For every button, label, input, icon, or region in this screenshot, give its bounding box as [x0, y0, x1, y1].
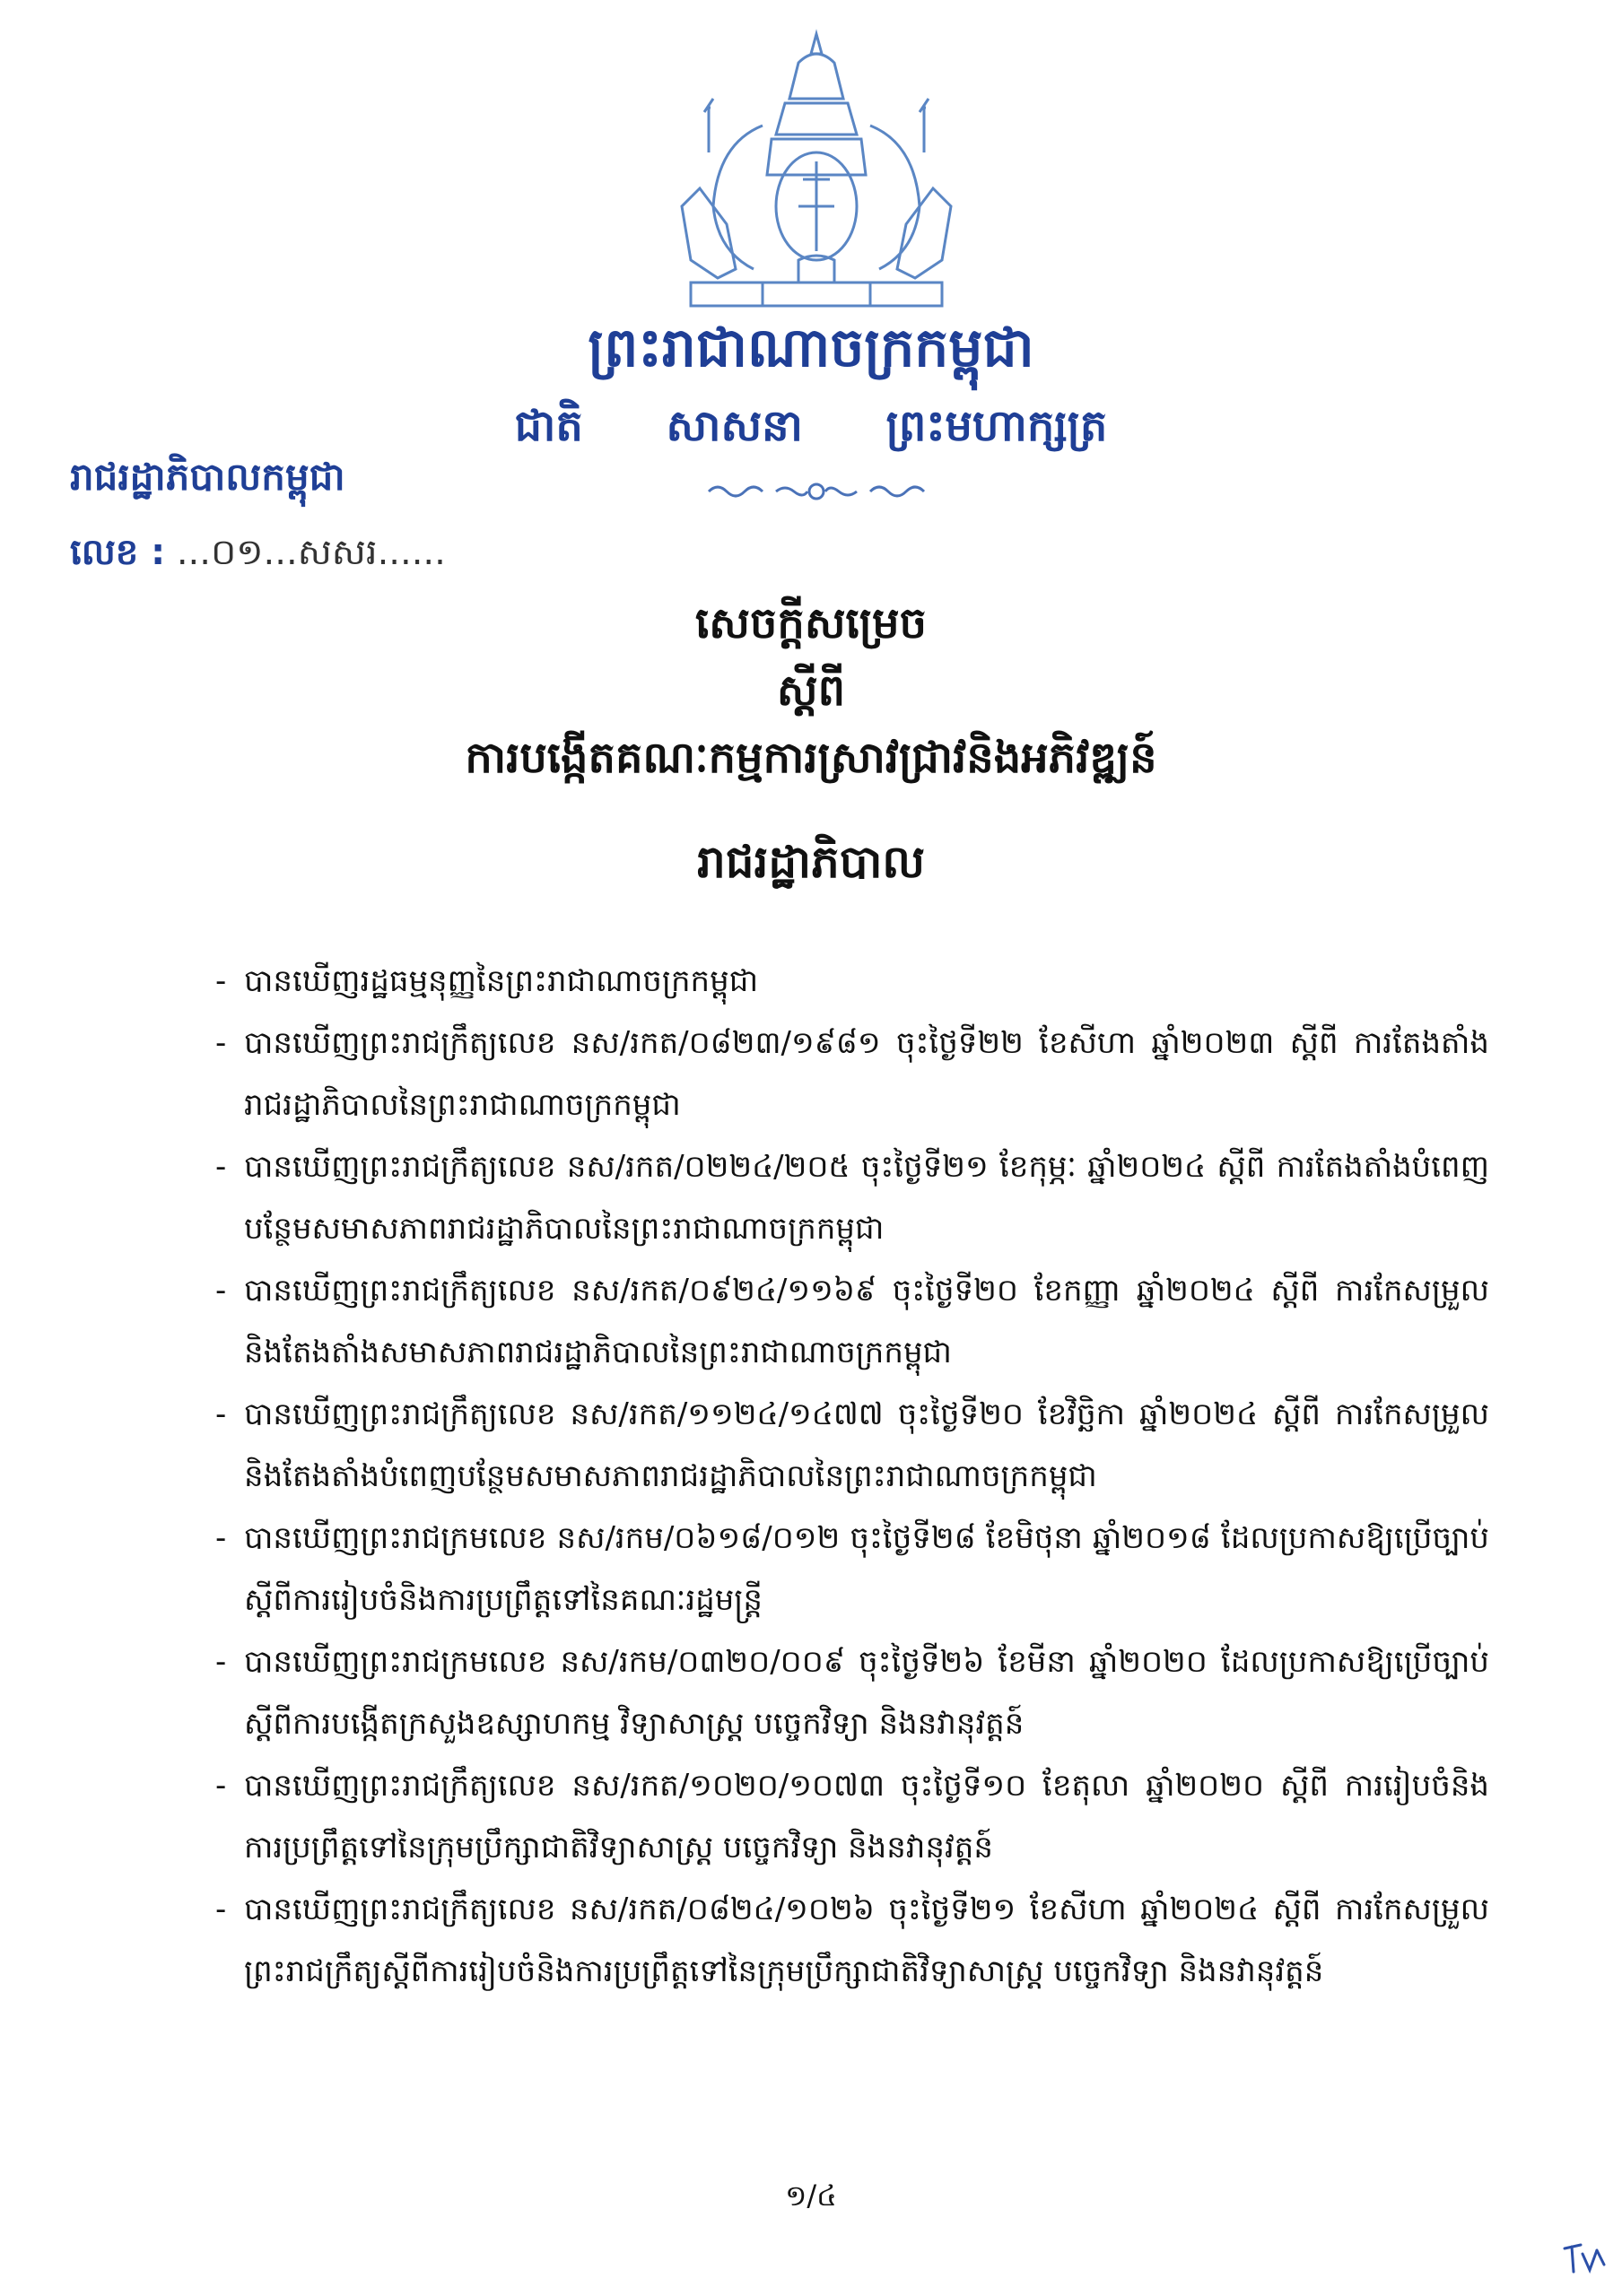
motto-religion: សាសនា	[666, 401, 803, 451]
preamble-item: - បានឃើញព្រះរាជក្រឹត្យលេខ នស/រកត/០៩២៤/១១៦៩ ចុះថ្ងៃទី២០ ខែកញ្ញា ឆ្នាំ២០២៤ ស្តីពី ការកែសម្រួលនិងតែងតាំងសមាសភាពរាជរដ្ឋាភិបាលនៃព្រះរាជាណាចក្រកម្ពុជា	[215, 1260, 1489, 1384]
motto-king: ព្រះមហាក្សត្រ	[885, 401, 1108, 451]
preamble-item: - បានឃើញព្រះរាជក្រឹត្យលេខ នស/រកត/០៨២៣/១៩៨១ ចុះថ្ងៃទី២២ ខែសីហា ឆ្នាំ២០២៣ ស្តីពី ការតែងតាំងរាជរដ្ឋាភិបាលនៃព្រះរាជាណាចក្រកម្ពុជា	[215, 1013, 1489, 1136]
document-number-value: ...០១...សសរ......	[176, 532, 446, 573]
royal-emblem-icon	[664, 27, 969, 314]
title-subject: ការបង្កើតគណៈកម្មការស្រាវជ្រាវនិងអភិវឌ្ឍន៍	[465, 733, 1157, 783]
issuing-government: រាជរដ្ឋាភិបាលកម្ពុជា	[70, 455, 345, 499]
preamble-item: - បានឃើញព្រះរាជក្រឹត្យលេខ នស/រកត/១០២០/១០៧៣ ចុះថ្ងៃទី១០ ខែតុលា ឆ្នាំ២០២០ ស្តីពី ការរៀបចំនិងការប្រព្រឹត្តទៅនៃក្រុមប្រឹក្សាជាតិវិទ្យាសាស្ត្រ បច្ចេកវិទ្យា និងនវានុវត្តន៍	[215, 1755, 1489, 1879]
preamble-item: - បានឃើញព្រះរាជក្រឹត្យលេខ នស/រកត/០៨២៤/១០២៦ ចុះថ្ងៃទី២១ ខែសីហា ឆ្នាំ២០២៤ ស្តីពី ការកែសម្រួលព្រះរាជក្រឹត្យស្តីពីការរៀបចំនិងការប្រព្រឹត្តទៅនៃក្រុមប្រឹក្សាជាតិវិទ្យាសាស្ត្រ បច្ចេកវិទ្យា និងនវានុវត្តន៍	[215, 1879, 1489, 2003]
document-number-label: លេខ :	[70, 532, 166, 573]
document-type-title: សេចក្តីសម្រេច	[694, 598, 928, 648]
kingdom-name: ព្រះរាជាណាចក្រកម្ពុជា	[588, 317, 1034, 379]
handwritten-initials-icon	[1561, 2238, 1608, 2278]
preamble-item: - បានឃើញព្រះរាជក្រមលេខ នស/រកម/០៣២០/០០៩ ចុះថ្ងៃទី២៦ ខែមីនា ឆ្នាំ២០២០ ដែលប្រកាសឱ្យប្រើច្បាប់ស្តីពីការបង្កើតក្រសួងឧស្សាហកម្ម វិទ្យាសាស្ត្រ បច្ចេកវិទ្យា និងនវានុវត្តន៍	[215, 1631, 1489, 1755]
document-number	[70, 529, 446, 582]
khmer-ornament-icon	[700, 474, 933, 509]
preamble-list	[215, 951, 1489, 2003]
preamble-item: - បានឃើញព្រះរាជក្រឹត្យលេខ នស/រកត/០២២៤/២០៥ ចុះថ្ងៃទី២១ ខែកុម្ភៈ ឆ្នាំ២០២៤ ស្តីពី ការតែងតាំងបំពេញបន្ថែមសមាសភាពរាជរដ្ឋាភិបាលនៃព្រះរាជាណាចក្រកម្ពុជា	[215, 1136, 1489, 1260]
page-number: ១/៤	[785, 2179, 837, 2213]
motto-nation: ជាតិ	[514, 401, 583, 451]
preamble-item: - បានឃើញរដ្ឋធម្មនុញ្ញនៃព្រះរាជាណាចក្រកម្ពុជា	[215, 951, 1489, 1013]
title-about: ស្តីពី	[776, 665, 846, 716]
decision-issuer-heading: រាជរដ្ឋាភិបាល	[697, 836, 925, 888]
preamble-item: - បានឃើញព្រះរាជក្រមលេខ នស/រកម/០៦១៨/០១២ ចុះថ្ងៃទី២៨ ខែមិថុនា ឆ្នាំ២០១៨ ដែលប្រកាសឱ្យប្រើច្បាប់ស្តីពីការរៀបចំនិងការប្រព្រឹត្តទៅនៃគណៈរដ្ឋមន្ត្រី	[215, 1508, 1489, 1631]
preamble-item: - បានឃើញព្រះរាជក្រឹត្យលេខ នស/រកត/១១២៤/១៤៧៧ ចុះថ្ងៃទី២០ ខែវិច្ឆិកា ឆ្នាំ២០២៤ ស្តីពី ការកែសម្រួលនិងតែងតាំងបំពេញបន្ថែមសមាសភាពរាជរដ្ឋាភិបាលនៃព្រះរាជាណាចក្រកម្ពុជា	[215, 1384, 1489, 1508]
